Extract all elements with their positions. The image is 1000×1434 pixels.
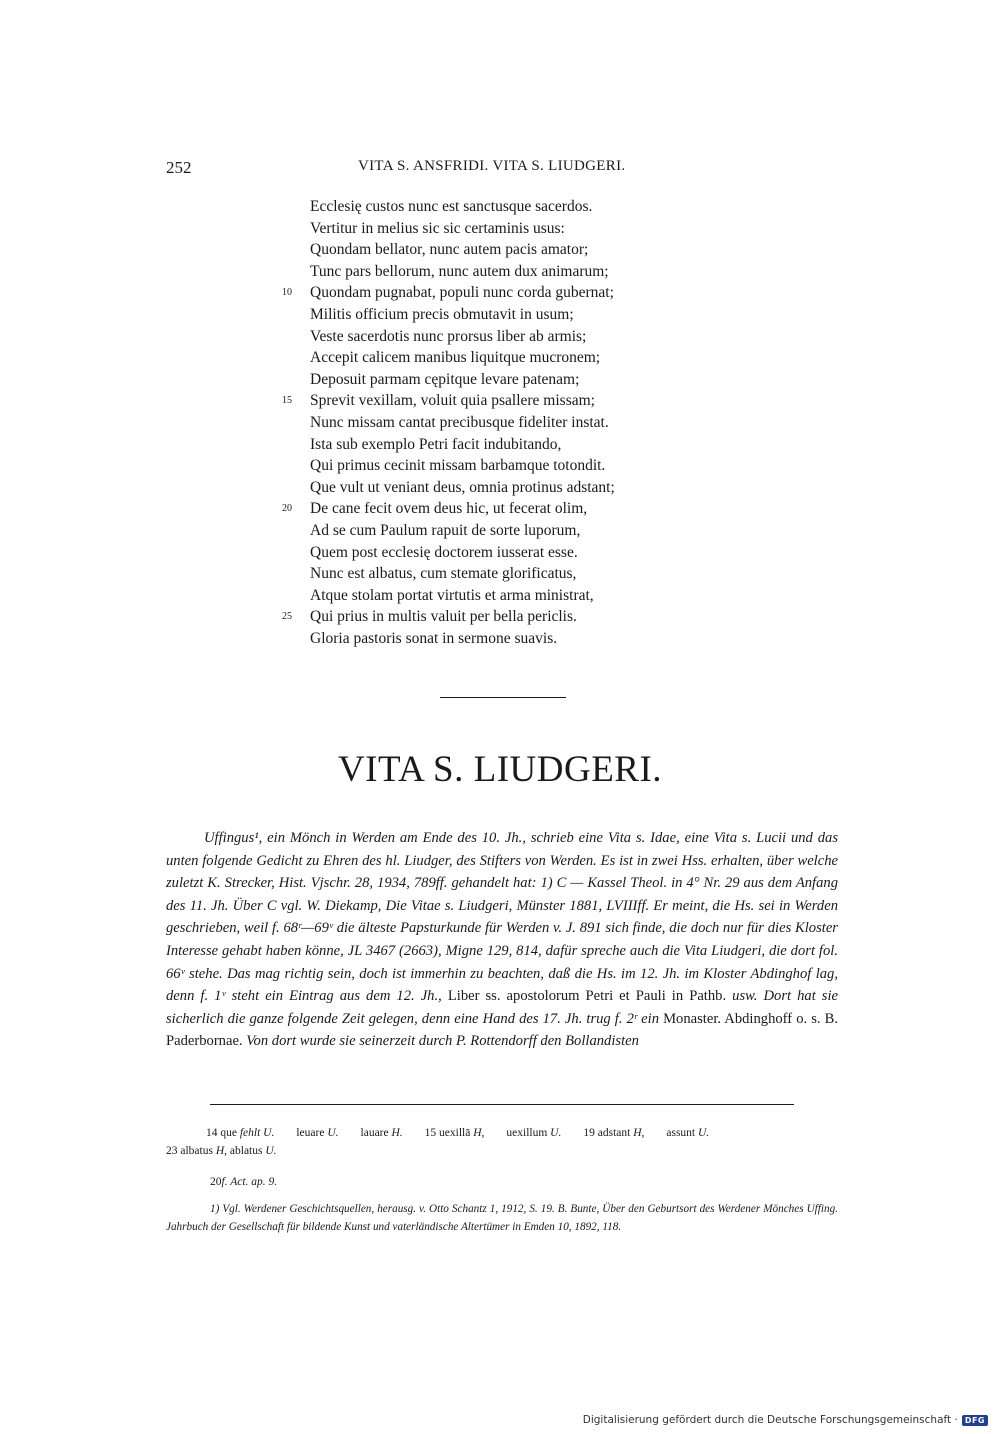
line-text: Qui prius in multis valuit per bella periclis.	[310, 608, 577, 626]
page-number: 252	[166, 158, 192, 177]
line-text: Ecclesię custos nunc est sanctusque sacerdos.	[310, 198, 593, 215]
apparatus-entry: 15 uexillā H,	[424, 1127, 485, 1139]
intro-text-2: usw. Dort hat sie sicherlich die ganze folgende Zeit gelegen, denn eine Hand des 17. Jh. trug f. 2ʳ ein	[166, 988, 839, 1027]
line-text: Veste sacerdotis nunc prorsus liber ab armis;	[310, 327, 587, 345]
intro-text-3: Von dort wurde sie seinerzeit durch P. Rottendorff den Bollandisten	[246, 1033, 639, 1050]
line-text: Accepit calicem manibus liquitque mucronem;	[310, 349, 601, 367]
line-text: Deposuit parmam cępitque levare patenam;	[310, 370, 580, 388]
apparatus-entry: 23 albatus H, ablatus U.	[166, 1145, 277, 1157]
line-number: 25	[282, 611, 292, 623]
line-text: Vertitur in melius sic sic certaminis usus:	[310, 219, 565, 237]
apparatus-entry: lauare H.	[360, 1127, 403, 1139]
line-text: Tunc pars bellorum, nunc autem dux animarum;	[310, 262, 609, 280]
apparatus-entry: leuare U.	[296, 1127, 339, 1139]
running-head: VITA S. ANSFRIDI. VITA S. LIUDGERI.	[358, 158, 626, 174]
line-text: Sprevit vexillam, voluit quia psallere missam;	[310, 392, 595, 410]
source-note-ref: 20	[210, 1176, 222, 1188]
digitization-credit	[583, 1414, 988, 1426]
line-text: Quondam pugnabat, populi nunc corda gubernat;	[310, 284, 614, 302]
line-text: Quem post ecclesię doctorem iusserat esse.	[310, 543, 578, 561]
intro-quote-2: Monaster. Abdinghoff o. s. B. Paderbornae.	[166, 1010, 838, 1050]
line-text: Nunc est albatus, cum stemate glorificatus,	[310, 565, 577, 583]
line-text: Que vult ut veniant deus, omnia protinus adstant;	[310, 478, 615, 496]
footnote-rule	[210, 1104, 794, 1105]
dfg-logo: DFG	[962, 1415, 988, 1426]
intro-quote-1: Liber ss. apostolorum Petri et Pauli in Pathb.	[447, 988, 727, 1005]
credit-text: Digitalisierung gefördert durch die Deutsche Forschungsgemeinschaft ·	[582, 1414, 958, 1426]
apparatus-entry: 14 que fehlt U.	[206, 1127, 275, 1139]
source-note	[210, 1176, 277, 1188]
line-text: Militis officium precis obmutavit in usum;	[310, 305, 574, 323]
line-number: 10	[282, 287, 292, 299]
line-text: Qui primus cecinit missam barbamque totondit.	[310, 457, 606, 475]
critical-apparatus	[166, 1124, 838, 1160]
footnote	[166, 1200, 838, 1236]
section-divider	[440, 697, 566, 698]
line-text: Atque stolam portat virtutis et arma ministrat,	[310, 586, 594, 604]
source-note-citation: f. Act. ap. 9.	[221, 1176, 278, 1188]
line-text: De cane fecit ovem deus hic, ut fecerat olim,	[310, 500, 588, 518]
apparatus-entry: assunt U.	[666, 1127, 710, 1139]
intro-paragraph	[166, 827, 838, 1053]
section-title: VITA S. LIUDGERI.	[337, 749, 663, 790]
apparatus-entry: uexillum U.	[506, 1127, 562, 1139]
footnote-text: 1) Vgl. Werdener Geschichtsquellen, herausg. v. Otto Schantz 1, 1912, S. 19. B. Bunte, Über den Geburtsort des Werdener Mönches Uffing. Jahrbuch der Gesellschaft für bildende Kunst und vaterländische Altertümer in Emden 10, 1892, 118.	[166, 1203, 838, 1233]
line-text: Quondam bellator, nunc autem pacis amator;	[310, 241, 589, 259]
apparatus-entry: 19 adstant H,	[583, 1127, 645, 1139]
line-text: Nunc missam cantat precibusque fideliter instat.	[310, 413, 609, 431]
line-text: Ista sub exemplo Petri facit indubitando,	[310, 435, 562, 453]
line-text: Gloria pastoris sonat in sermone suavis.	[310, 629, 558, 647]
line-text: Ad se cum Paulum rapuit de sorte luporum,	[310, 521, 581, 539]
intro-text-1: Uffingus¹, ein Mönch in Werden am Ende des 10. Jh., schrieb eine Vita s. Idae, eine Vita s. Lucii und das unten folgende Gedicht zu Ehren des hl. Liudger, des Stifters von Werden. Es ist in zwei Hss. erhalten, über welche zuletzt K. Strecker, Hist. Vjschr. 28, 1934, 789ff. gehandelt hat: 1) C — Kassel Theol. in 4° Nr. 29 aus dem Anfang des 11. Jh. Über C vgl. W. Diekamp, Die Vitae s. Liudgeri, Münster 1881, LVIIIff. Er meint, die Hs. sei in Werden geschrieben, weil f. 68ʳ—69ᵛ die älteste Papsturkunde für Werden v. J. 891 sich finde, die doch nur für dies Kloster Interesse gehabt haben könne, JL 3467 (2663), Migne 129, 814, dafür spreche auch die Vita Liudgeri, die dort fol. 66ᵛ stehe. Das mag richtig sein, doch ist immerhin zu beachten, daß die Hs. im 12. Jh. im Kloster Abdinghof lag, denn f. 1ᵛ steht ein Eintrag aus dem 12. Jh.,	[166, 830, 838, 1005]
line-number: 20	[282, 503, 292, 515]
line-number: 15	[282, 395, 292, 407]
